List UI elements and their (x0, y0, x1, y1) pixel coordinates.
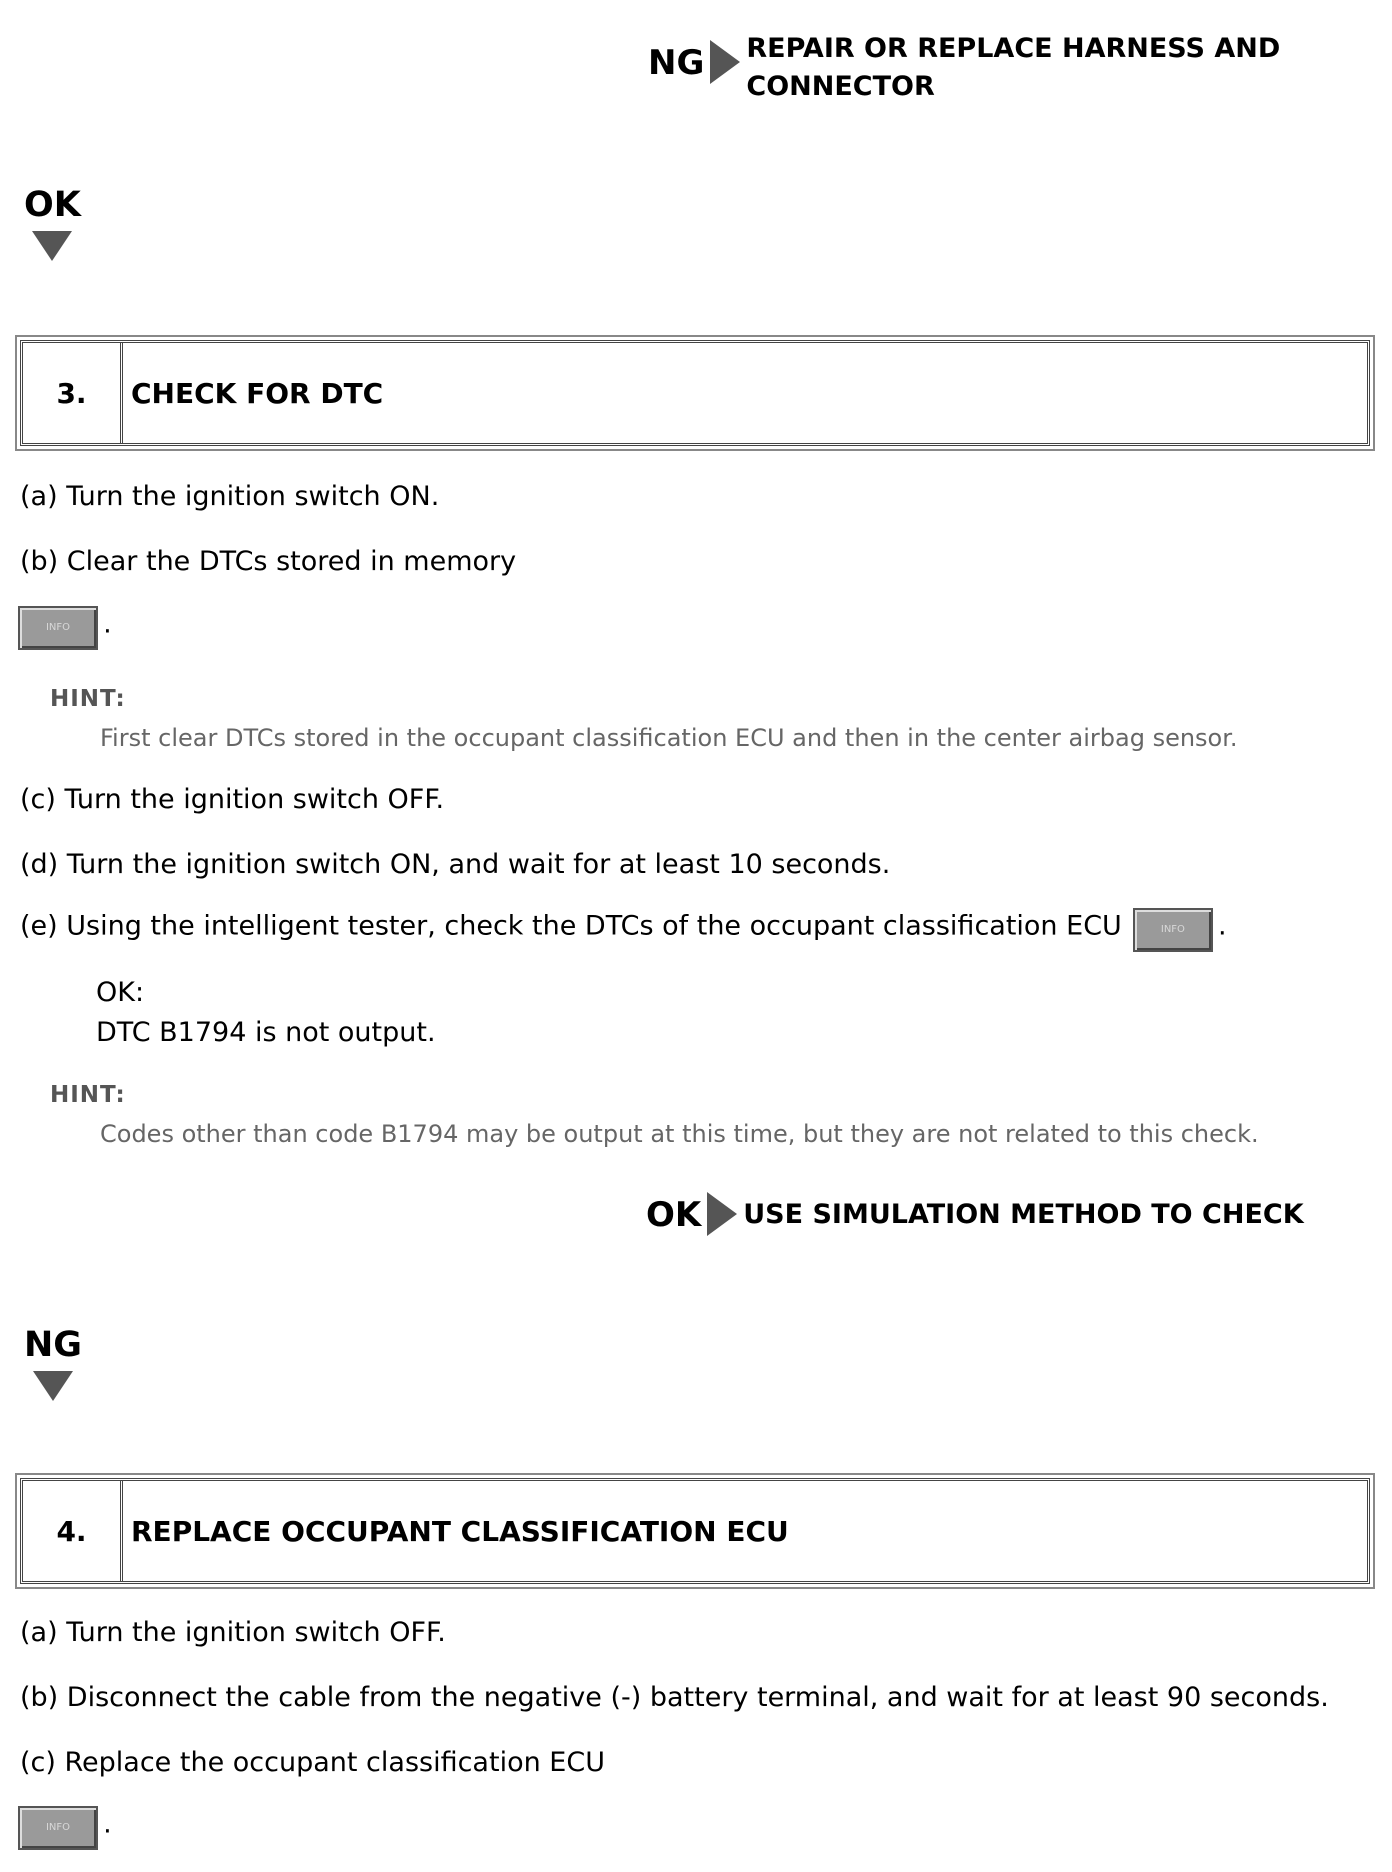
info-button[interactable]: INFO (1133, 908, 1213, 952)
ng-label: NG (648, 43, 705, 83)
hint-text: Codes other than code B1794 may be output at this time, but they are not related to this check. (100, 1120, 1259, 1148)
step-3-header (20, 340, 1370, 446)
ng-action-line1: REPAIR OR REPLACE HARNESS AND (746, 33, 1281, 64)
info-row-2 (18, 1806, 112, 1850)
ok-action-text: USE SIMULATION METHOD TO CHECK (743, 1199, 1304, 1230)
step-3-c: (c) Turn the ignition switch OFF. (20, 784, 445, 815)
hint-title: HINT: (50, 1082, 126, 1108)
arrow-right-icon (710, 40, 740, 84)
step-4-header (20, 1478, 1370, 1584)
step-title: REPLACE OCCUPANT CLASSIFICATION ECU (131, 1514, 789, 1548)
step-number: 4. (23, 1481, 123, 1581)
step-3-d: (d) Turn the ignition switch ON, and wait for at least 10 seconds. (20, 849, 891, 880)
info-button[interactable]: INFO (18, 606, 98, 650)
ok-criteria-label: OK: (96, 977, 145, 1008)
arrow-down-icon (32, 231, 72, 261)
ng-flow-indicator (24, 1325, 83, 1401)
ng-action-line2: CONNECTOR (746, 71, 935, 102)
info-dot: . (1218, 910, 1227, 942)
ok-criteria-text: DTC B1794 is not output. (96, 1017, 436, 1048)
step-title: CHECK FOR DTC (131, 376, 384, 410)
step-3-b: (b) Clear the DTCs stored in memory (20, 546, 517, 577)
ng-label: NG (24, 1325, 83, 1365)
hint-text: First clear DTCs stored in the occupant classification ECU and then in the center airbag sensor. (100, 724, 1238, 752)
step-3-a: (a) Turn the ignition switch ON. (20, 481, 440, 512)
step-4-c: (c) Replace the occupant classification ECU (20, 1747, 605, 1778)
step-4-b: (b) Disconnect the cable from the negative (-) battery terminal, and wait for at least 90 seconds. (20, 1682, 1329, 1713)
info-row-1 (18, 606, 112, 650)
ng-action-text (746, 30, 1280, 106)
ok-result-simulation (646, 1195, 1304, 1236)
hint-title: HINT: (50, 686, 126, 712)
ok-label: OK (24, 185, 81, 225)
info-dot: . (103, 608, 112, 640)
ng-result-repair (648, 30, 1280, 106)
ok-label: OK (646, 1195, 702, 1235)
arrow-down-icon (33, 1371, 73, 1401)
step-4-a: (a) Turn the ignition switch OFF. (20, 1617, 446, 1648)
info-dot: . (103, 1808, 112, 1840)
info-button[interactable]: INFO (18, 1806, 98, 1850)
step-number: 3. (23, 343, 123, 443)
ok-flow-indicator (24, 185, 81, 261)
arrow-right-icon (707, 1192, 737, 1236)
step-3-e: (e) Using the intelligent tester, check the DTCs of the occupant classification ECU (20, 910, 1122, 942)
step-3-e-row (20, 908, 1227, 952)
